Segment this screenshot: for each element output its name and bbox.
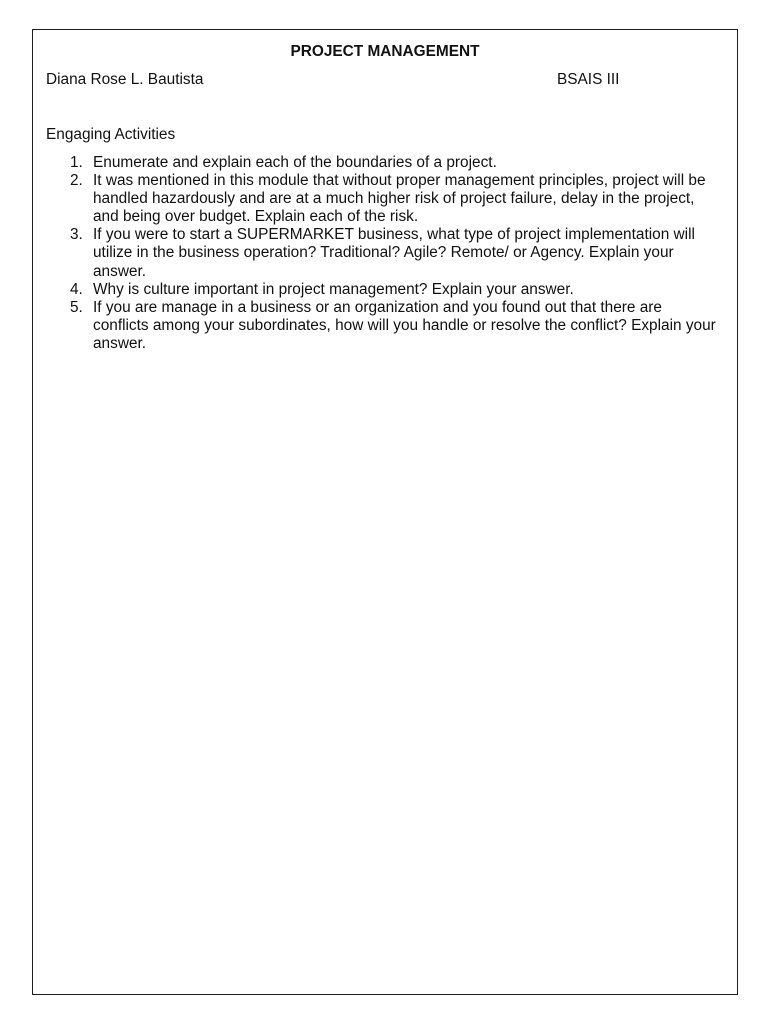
- activity-number: 1.: [70, 154, 83, 171]
- section-heading: Engaging Activities: [46, 126, 176, 143]
- activity-text-line: answer.: [93, 262, 147, 280]
- activity-text-line: Why is culture important in project management? Explain your answer.: [93, 280, 574, 298]
- activity-number: 5.: [70, 298, 83, 316]
- activity-number: 3.: [70, 226, 83, 244]
- activity-item: [0, 154, 768, 172]
- activity-text-line: If you were to start a SUPERMARKET business, what type of project implementation will: [93, 226, 695, 244]
- activity-text: [93, 226, 768, 280]
- course-year: BSAIS III: [557, 71, 620, 88]
- activity-text-line: Enumerate and explain each of the boundaries of a project.: [93, 154, 497, 171]
- student-name: Diana Rose L. Bautista: [46, 71, 204, 88]
- activity-number: 4.: [70, 280, 83, 298]
- activity-text: [93, 154, 768, 172]
- activity-item: [0, 299, 768, 353]
- activity-item: [0, 172, 768, 226]
- activity-text-line: utilize in the business operation? Traditional? Agile? Remote/ or Agency. Explain your: [93, 244, 674, 262]
- activities-list: [0, 154, 768, 353]
- activity-item: [0, 226, 768, 280]
- activity-text-line: It was mentioned in this module that without proper management principles, project will be: [93, 172, 706, 190]
- activity-text: [93, 299, 768, 353]
- document-title: PROJECT MANAGEMENT: [290, 43, 480, 60]
- activity-text: [93, 172, 768, 226]
- activity-text-line: and being over budget. Explain each of the risk.: [93, 208, 419, 226]
- activity-text-line: conflicts among your subordinates, how will you handle or resolve the conflict? Explain your: [93, 316, 716, 334]
- activity-item: [0, 281, 768, 299]
- activity-text: [93, 281, 768, 299]
- activity-text-line: If you are manage in a business or an organization and you found out that there are: [93, 298, 662, 316]
- activity-text-line: handled hazardously and are at a much higher risk of project failure, delay in the project,: [93, 190, 695, 208]
- activity-text-line: answer.: [93, 334, 147, 352]
- activity-number: 2.: [70, 172, 83, 190]
